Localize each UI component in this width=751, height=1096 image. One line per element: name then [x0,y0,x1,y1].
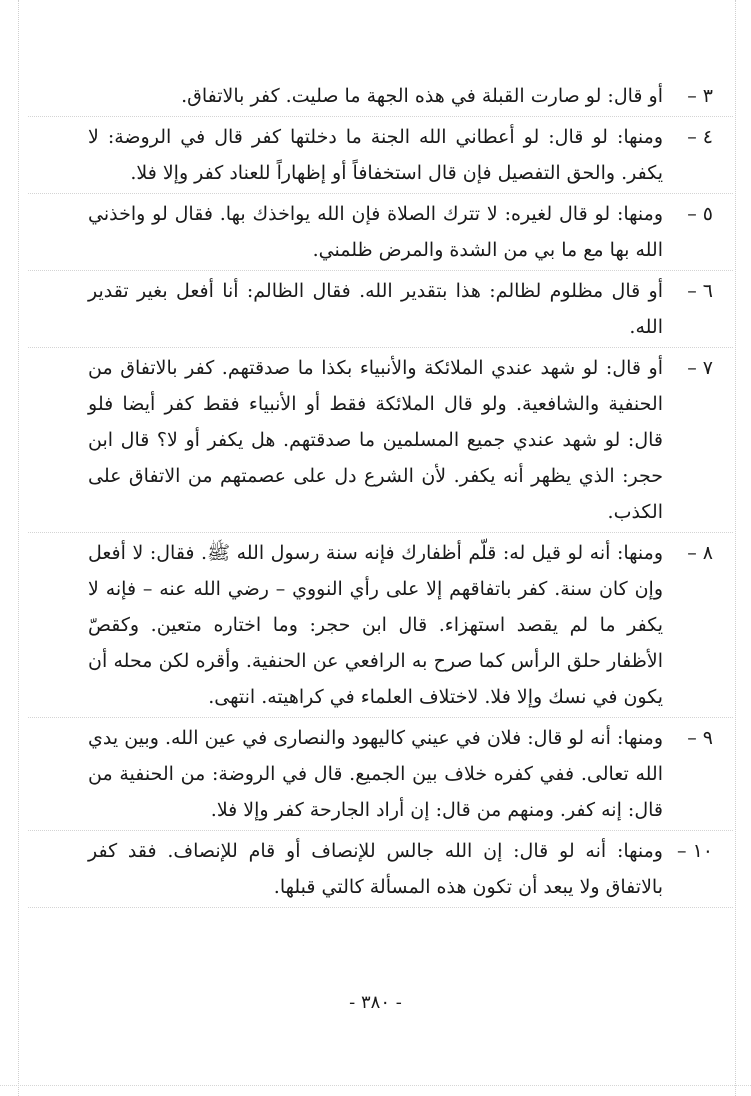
item-number: ٦ – [687,280,713,302]
item-number: ٣ – [687,85,713,107]
main-text [88,78,713,905]
item-text: ومنها: أنه لو قال: إن الله جالس للإنصاف أو قام للإنصاف. فقد كفر بالاتفاق ولا يبعد أن تكون هذه المسألة كالتي قبلها. [88,840,663,898]
list-item [88,535,713,715]
item-number: ٥ – [687,203,713,225]
item-text: أو قال مظلوم لظالم: هذا بتقدير الله. فقال الظالم: أنا أفعل بغير تقدير الله. [88,280,663,338]
list-item [88,273,713,345]
page-number: - ٣٨٠ - [349,992,402,1013]
item-text: ومنها: لو قال: لو أعطاني الله الجنة ما دخلتها كفر قال في الروضة: لا يكفر. والحق التفصيل فإن قال استخفافاً أو إظهاراً للعناد كفر وإلا فلا. [88,126,663,184]
list-item [88,350,713,530]
item-number: ٩ – [687,727,713,749]
item-number: ٧ – [687,357,713,379]
item-number: ٤ – [687,126,713,148]
item-text: ومنها: لو قال لغيره: لا تترك الصلاة فإن الله يواخذك بها. فقال لو واخذني الله بها مع ما بي من الشدة والمرض ظلمني. [88,203,663,261]
item-text: أو قال: لو شهد عندي الملائكة والأنبياء بكذا ما صدقتهم. كفر بالاتفاق من الحنفية والشافعية. ولو قال الملائكة فقط أو الأنبياء فقط كفر أيضا فلو قال: لو شهد عندي جميع المسلمين ما صدقتهم. هل يكفر أو لا؟ قال ابن حجر: الذي يظهر أنه يكفر. لأن الشرع دل على عصمتهم من الاتفاق على الكذب. [88,357,663,523]
item-number: ٨ – [687,542,713,564]
list-item [88,78,713,114]
item-number: ١٠ – [677,840,713,862]
margin-guide-bottom [0,1085,751,1086]
list-item [88,833,713,905]
list-item [88,119,713,191]
list-item [88,196,713,268]
margin-guide-left [18,0,19,1096]
item-text: ومنها: أنه لو قال: فلان في عيني كاليهود والنصارى في عين الله. وبين يدي الله تعالى. ففي كفره خلاف بين الجميع. قال في الروضة: من الحنفية من قال: إنه كفر. ومنهم من قال: إن أراد الجارحة كفر وإلا فلا. [88,727,663,821]
item-text: أو قال: لو صارت القبلة في هذه الجهة ما صليت. كفر بالاتفاق. [181,85,663,107]
item-text: ومنها: أنه لو قيل له: قلّم أظفارك فإنه سنة رسول الله ﷺ. فقال: لا أفعل وإن كان سنة. كفر باتفاقهم إلا على رأي النووي – رضي الله عنه – فإنه لا يكفر ما لم يقصد استهزاء. قال ابن حجر: وما اختاره متعين. وكقصّ الأظفار حلق الرأس كما صرح به الرافعي عن الحنفية. وأقره لكن محله أن يكون في نسك وإلا فلا. لاختلاف العلماء في كراهيته. انتهى. [88,542,663,708]
margin-guide-right [735,0,736,1096]
list-item [88,720,713,828]
